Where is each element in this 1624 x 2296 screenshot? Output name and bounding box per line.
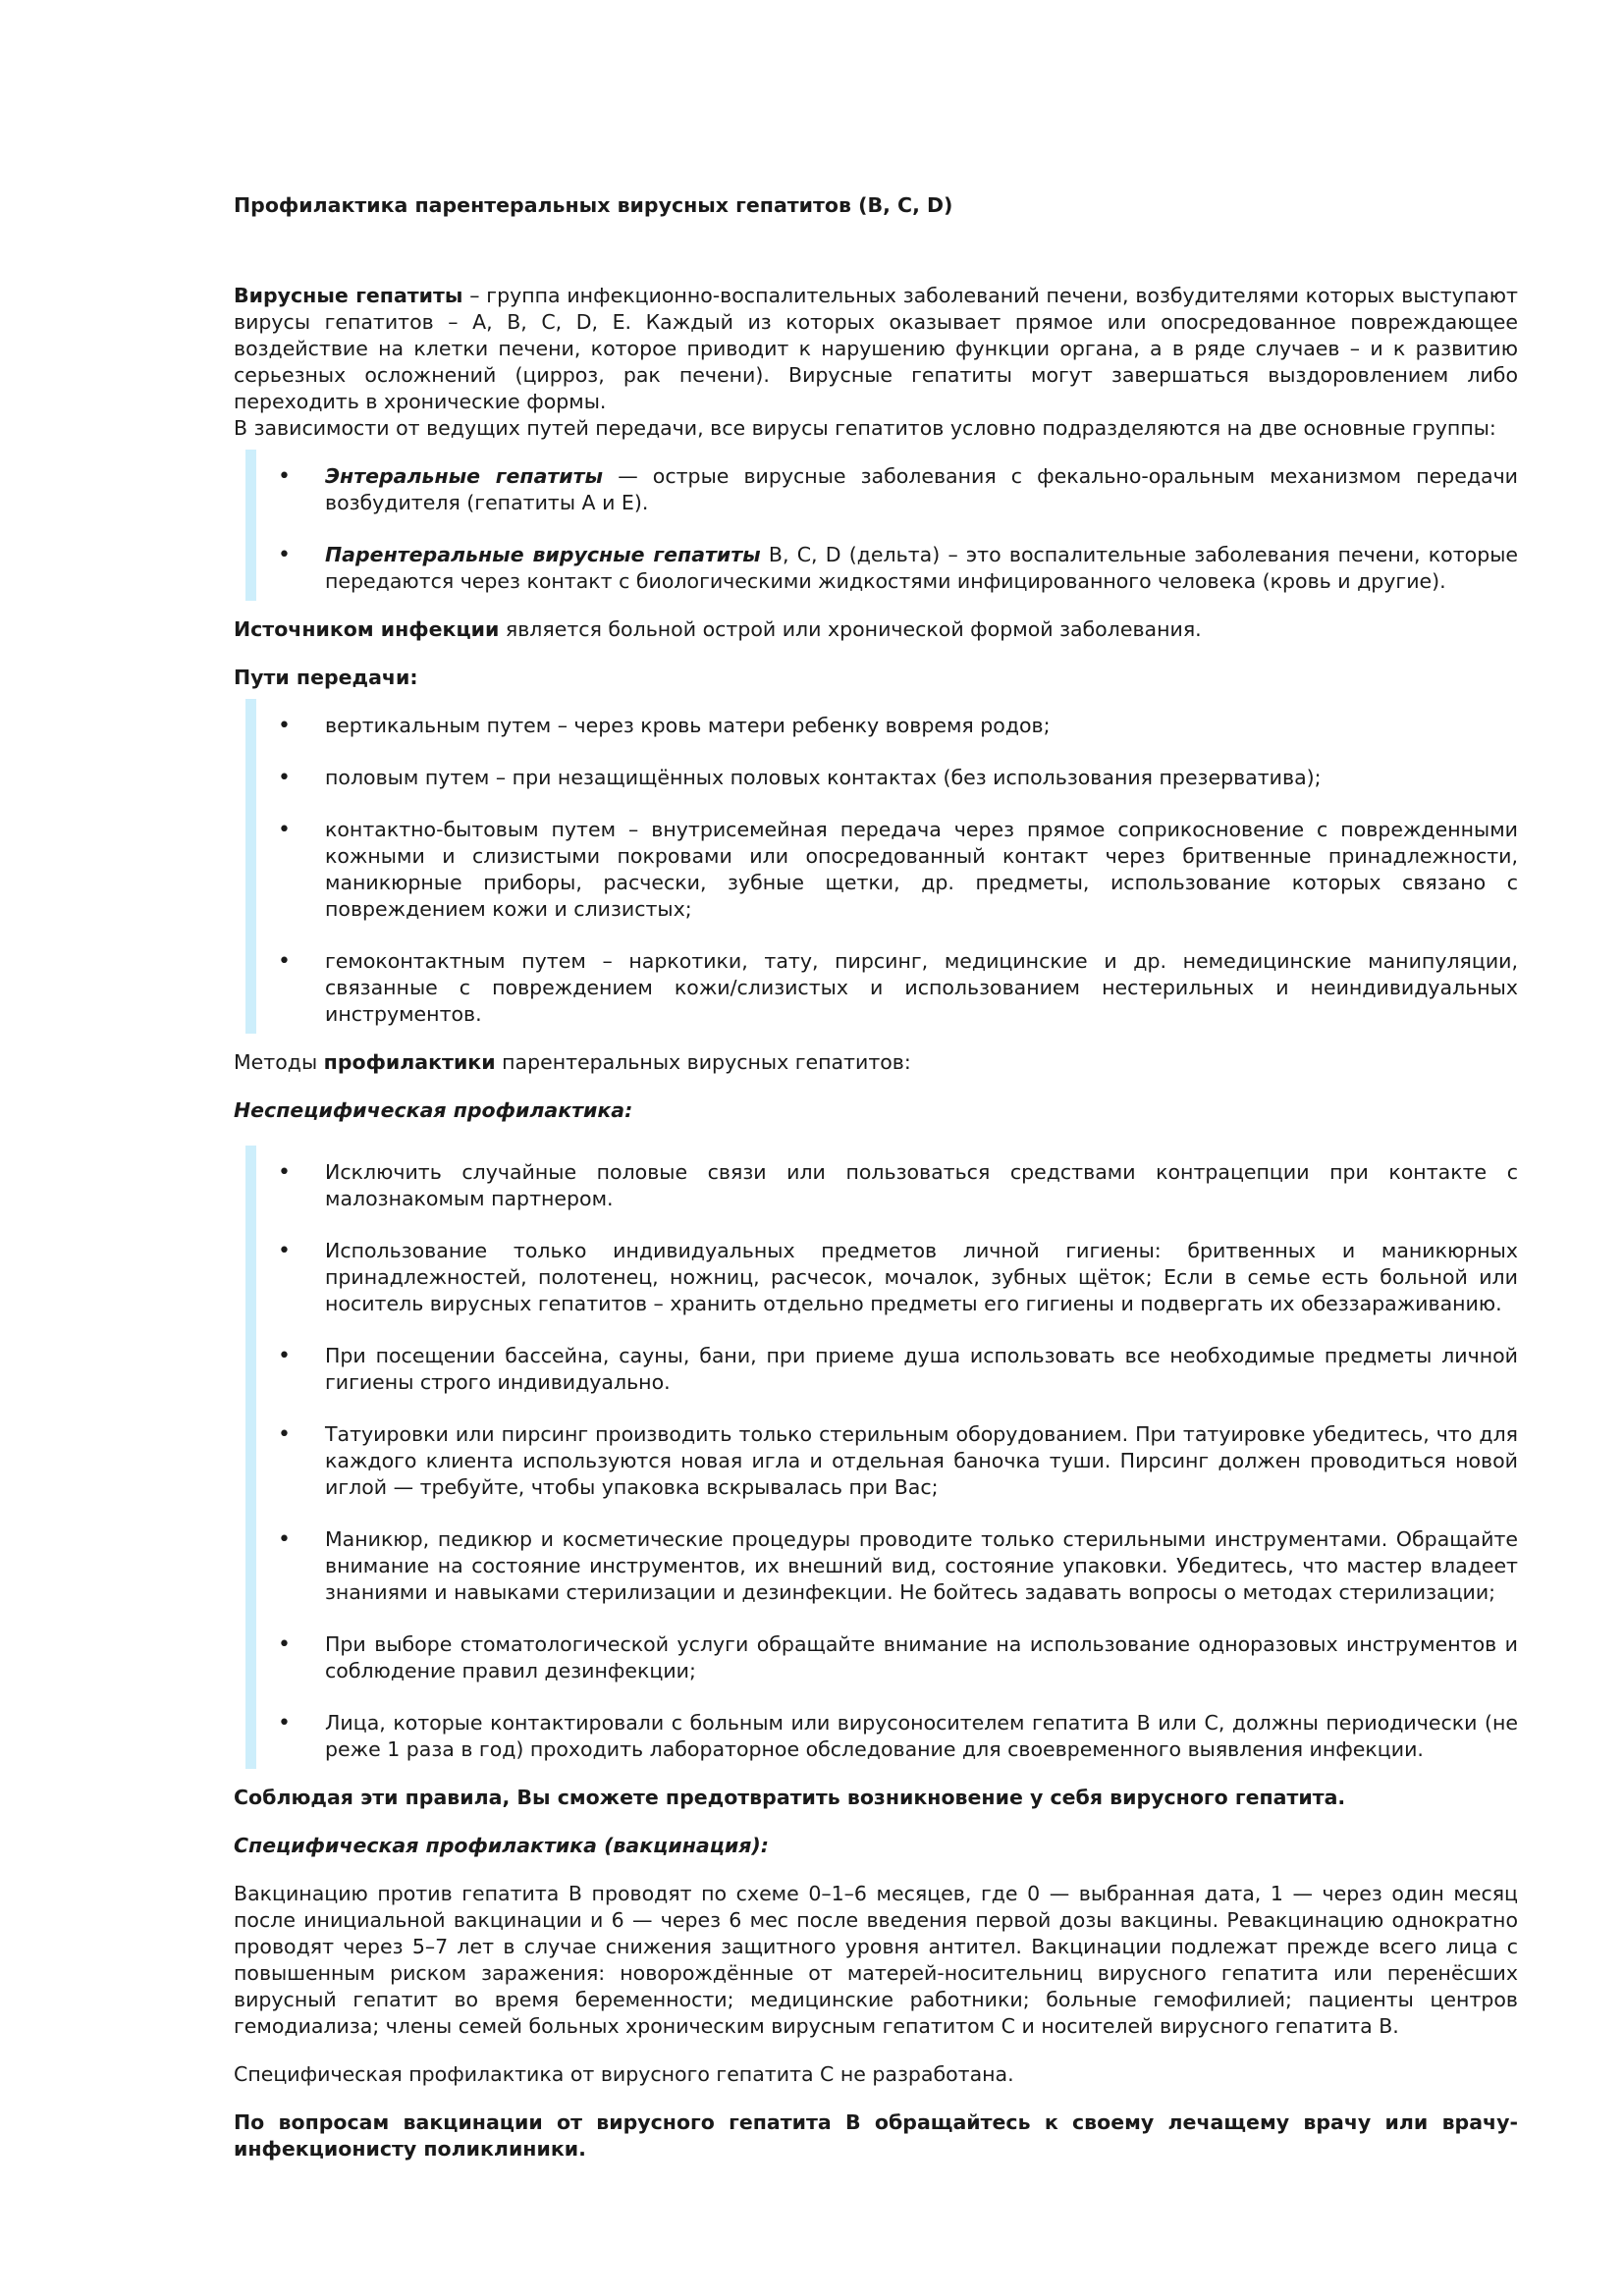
document-page: [234, 192, 1518, 2163]
methods-paragraph: [234, 1049, 1518, 1076]
list-item: • вертикальным путем – через кровь матери ребенку вовремя родов;: [325, 713, 1518, 739]
list-item: • Маникюр, педикюр и косметические процедуры проводите только стерильными инструментами. Обращайте внимание на состояние инструментов, их внешний вид, состояние упаковки. Убедитесь, что мастер владеет знаниями и навыками стерилизации и дезинфекции. Не бойтесь задавать вопросы о методах стерилизации;: [325, 1526, 1518, 1606]
groups-line: В зависимости от ведущих путей передачи, все вирусы гепатитов условно подразделяются на две основные группы:: [234, 416, 1496, 440]
source-term: Источником инфекции: [234, 617, 500, 641]
intro-term: Вирусные гепатиты: [234, 284, 463, 307]
methods-post: парентеральных вирусных гепатитов:: [495, 1050, 911, 1074]
group-term: Энтеральные гепатиты: [325, 464, 604, 488]
list-item: • гемоконтактным путем – наркотики, тату, пирсинг, медицинские и др. немедицинские манипуляции, связанные с повреждением кожи/слизистых и использованием нестерильных и неиндивидуальных инструментов.: [325, 948, 1518, 1028]
specific-heading: Специфическая профилактика (вакцинация):: [234, 1834, 770, 1857]
intro-text: – группа инфекционно-воспалительных заболеваний печени, возбудителями которых выступают вирусы гепатитов – А, В, С, D, Е. Каждый из которых оказывает прямое или опосредованное повреждающее воздействие на клетки печени, которое приводит к нарушению функции органа, а в ряде случаев – и к развитию серьезных осложнений (цирроз, рак печени). Вирусные гепатиты могут завершаться выздоровлением либо переходить в хронические формы.: [234, 284, 1518, 413]
source-text: является больной острой или хронической формой заболевания.: [499, 617, 1202, 641]
methods-term: профилактики: [323, 1050, 496, 1074]
group-term: Парентеральные вирусные гепатиты: [325, 543, 761, 566]
group-text: — острые вирусные заболевания с фекально-оральным механизмом передачи возбудителя (гепатиты А и Е).: [325, 464, 1519, 514]
list-item: [325, 542, 1518, 595]
list-item: • Лица, которые контактировали с больным или вирусоносителем гепатита В или С, должны периодически (не реже 1 раза в год) проходить лабораторное обследование для своевременного выявления инфекции.: [325, 1710, 1518, 1763]
list-item: • Татуировки или пирсинг производить только стерильным оборудованием. При татуировке убедитесь, что для каждого клиента используются новая игла и отдельная баночка туши. Пирсинг должен проводиться новой иглой — требуйте, чтобы упаковка вскрывалась при Вас;: [325, 1421, 1518, 1501]
list-item: [325, 463, 1518, 516]
groups-list: [245, 450, 1518, 601]
nonspecific-list: [245, 1146, 1518, 1769]
hep-c-note: Специфическая профилактика от вирусного гепатита С не разработана.: [234, 2062, 1014, 2086]
page-title: Профилактика парентеральных вирусных гепатитов (B, C, D): [234, 193, 953, 217]
list-item: • При посещении бассейна, сауны, бани, при приеме душа использовать все необходимые предметы личной гигиены строго индивидуально.: [325, 1343, 1518, 1396]
rules-note: Соблюдая эти правила, Вы сможете предотвратить возникновение у себя вирусного гепатита.: [234, 1786, 1346, 1809]
list-item: • контактно-бытовым путем – внутрисемейная передача через прямое соприкосновение с поврежденными кожными и слизистыми покровами или опосредованный контакт через бритвенные принадлежности, маникюрные приборы, расчески, зубные щетки, др. предметы, использование которых связано с повреждением кожи и слизистых;: [325, 817, 1518, 923]
methods-pre: Методы: [234, 1050, 324, 1074]
list-item: • Исключить случайные половые связи или пользоваться средствами контрацепции при контакте с малознакомым партнером.: [325, 1159, 1518, 1212]
group-text: В, С, D (дельта) – это воспалительные заболевания печени, которые передаются через контакт с биологическими жидкостями инфицированного человека (кровь и другие).: [325, 543, 1519, 593]
routes-list: [245, 699, 1518, 1034]
intro-paragraph: [234, 283, 1518, 415]
contact-note: По вопросам вакцинации от вирусного гепатита В обращайтесь к своему лечащему врачу или врачу-инфекционисту поликлиники.: [234, 2110, 1518, 2161]
source-paragraph: [234, 616, 1518, 643]
list-item: • половым путем – при незащищённых половых контактах (без использования презерватива);: [325, 765, 1518, 791]
vaccination-paragraph: Вакцинацию против гепатита В проводят по схеме 0–1–6 месяцев, где 0 — выбранная дата, 1 — через один месяц после инициальной вакцинации и 6 — через 6 мес после введения первой дозы вакцины. Ревакцинацию однократно проводят через 5–7 лет в случае снижения защитного уровня антител. Вакцинации подлежат прежде всего лица с повышенным риском заражения: новорождённые от матерей-носительниц вирусного гепатита или перенёсших вирусный гепатит во время беременности; медицинские работники; больные гемофилией; пациенты центров гемодиализа; члены семей больных хроническим вирусным гепатитом С и носителей вирусного гепатита В.: [234, 1882, 1518, 2038]
nonspecific-heading: Неспецифическая профилактика:: [234, 1098, 633, 1122]
list-item: • Использование только индивидуальных предметов личной гигиены: бритвенных и маникюрных принадлежностей, полотенец, ножниц, расчесок, мочалок, зубных щёток; Если в семье есть больной или носитель вирусных гепатитов – хранить отдельно предметы его гигиены и подвергать их обеззараживанию.: [325, 1238, 1518, 1317]
routes-heading: Пути передачи:: [234, 666, 418, 689]
list-item: • При выборе стоматологической услуги обращайте внимание на использование одноразовых инструментов и соблюдение правил дезинфекции;: [325, 1631, 1518, 1684]
